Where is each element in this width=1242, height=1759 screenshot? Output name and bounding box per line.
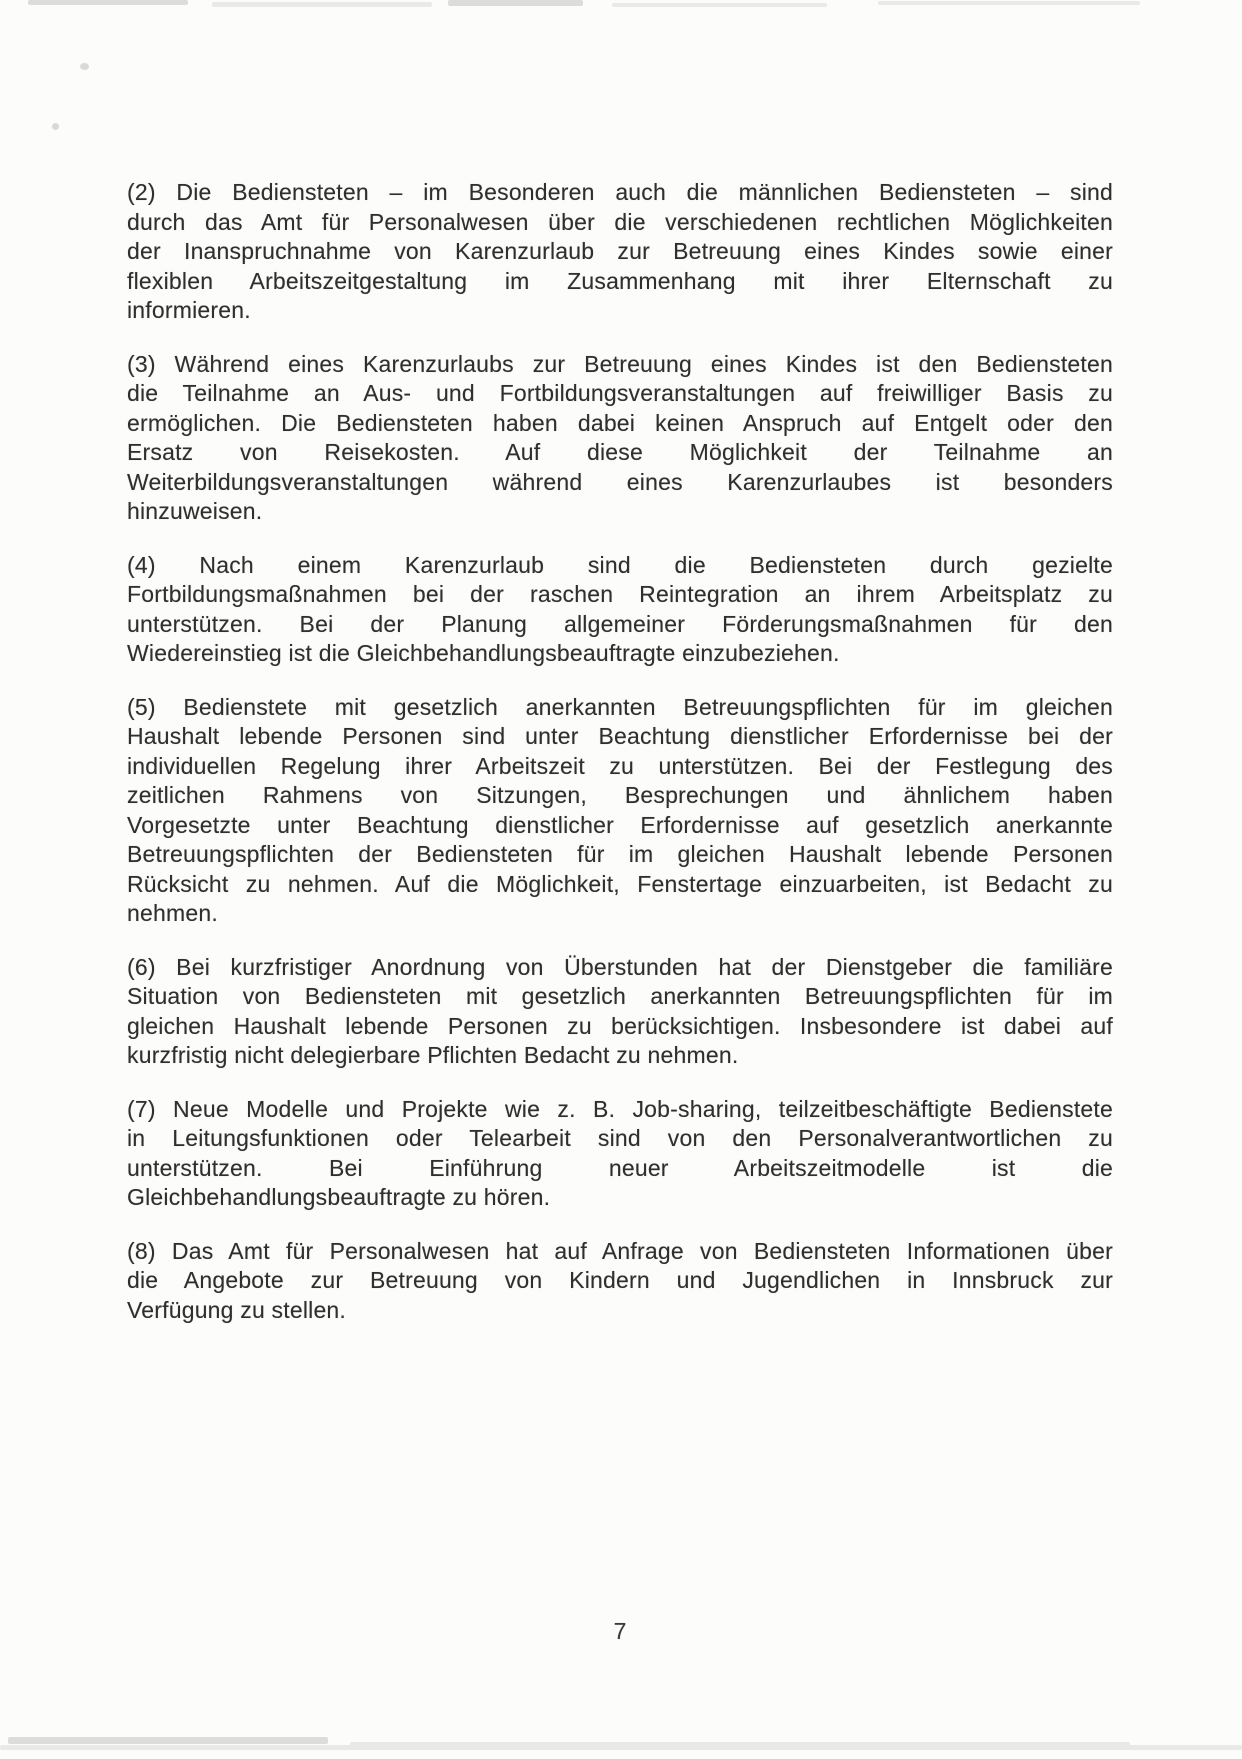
scan-streak-top bbox=[878, 1, 1140, 5]
text-line: ermöglichen. Die Bediensteten haben dabei keinen Anspruch auf Entgelt oder den bbox=[127, 409, 1113, 436]
scan-speck bbox=[80, 63, 89, 70]
paragraph bbox=[127, 350, 1113, 527]
scan-speck bbox=[52, 123, 59, 130]
text-line: individuellen Regelung ihrer Arbeitszeit zu unterstützen. Bei der Festlegung des bbox=[127, 752, 1113, 779]
text-line: (5) Bedienstete mit gesetzlich anerkannten Betreuungspflichten für im gleichen bbox=[127, 693, 1113, 720]
text-line: zeitlichen Rahmens von Sitzungen, Besprechungen und ähnlichem haben bbox=[127, 782, 1113, 808]
text-line: durch das Amt für Personalwesen über die verschiedenen rechtlichen Möglichkeiten bbox=[127, 208, 1113, 235]
text-line: Gleichbehandlungsbeauftragte zu hören. bbox=[127, 1184, 551, 1210]
text-line: Verfügung zu stellen. bbox=[127, 1296, 347, 1323]
text-line: (3) Während eines Karenzurlaubs zur Betreuung eines Kindes ist den Bediensteten bbox=[127, 350, 1113, 377]
text-line: in Leitungsfunktionen oder Telearbeit sind von den Personalverantwortlichen zu bbox=[127, 1125, 1113, 1151]
text-line: hinzuweisen. bbox=[127, 498, 263, 524]
text-line: gleichen Haushalt lebende Personen zu berücksichtigen. Insbesondere ist dabei auf bbox=[127, 1012, 1113, 1039]
scan-streak-top bbox=[28, 0, 188, 5]
paragraph bbox=[127, 1095, 1113, 1213]
text-line: (6) Bei kurzfristiger Anordnung von Überstunden hat der Dienstgeber die familiäre bbox=[127, 953, 1113, 980]
text-line: Rücksicht zu nehmen. Auf die Möglichkeit, Fenstertage einzuarbeiten, ist Bedacht zu bbox=[127, 870, 1113, 897]
paragraph bbox=[127, 953, 1113, 1071]
page-number: 7 bbox=[613, 1618, 627, 1644]
scan-streak-bottom bbox=[0, 1745, 1242, 1750]
text-line: (7) Neue Modelle und Projekte wie z. B. Job-sharing, teilzeitbeschäftigte Bedienstete bbox=[127, 1095, 1113, 1122]
text-line: flexiblen Arbeitszeitgestaltung im Zusammenhang mit ihrer Elternschaft zu bbox=[127, 267, 1113, 294]
scan-streak-top bbox=[612, 3, 827, 7]
text-line: Haushalt lebende Personen sind unter Beachtung dienstlicher Erfordernisse bei der bbox=[127, 723, 1113, 749]
text-line: nehmen. bbox=[127, 900, 218, 926]
paragraph bbox=[127, 551, 1113, 669]
text-line: die Teilnahme an Aus- und Fortbildungsveranstaltungen auf freiwilliger Basis zu bbox=[127, 380, 1113, 406]
paragraph bbox=[127, 178, 1113, 326]
scan-streak-top bbox=[212, 2, 432, 7]
text-line: kurzfristig nicht delegierbare Pflichten Bedacht zu nehmen. bbox=[127, 1042, 739, 1068]
text-line: Vorgesetzte unter Beachtung dienstlicher Erfordernisse auf gesetzlich anerkannte bbox=[127, 811, 1113, 838]
paragraph bbox=[127, 1237, 1113, 1326]
text-line: Ersatz von Reisekosten. Auf diese Möglichkeit der Teilnahme an bbox=[127, 439, 1113, 465]
text-line: Weiterbildungsveranstaltungen während eines Karenzurlaubes ist besonders bbox=[127, 468, 1113, 495]
scan-streak-top bbox=[448, 0, 583, 6]
text-line: Situation von Bediensteten mit gesetzlich anerkannten Betreuungspflichten für im bbox=[127, 983, 1113, 1009]
text-line: unterstützen. Bei der Planung allgemeiner Förderungsmaßnahmen für den bbox=[127, 610, 1113, 637]
text-line: unterstützen. Bei Einführung neuer Arbeitszeitmodelle ist die bbox=[127, 1154, 1113, 1181]
scan-streak-bottom bbox=[8, 1737, 328, 1744]
text-line: (4) Nach einem Karenzurlaub sind die Bediensteten durch gezielte bbox=[127, 551, 1113, 578]
text-line: Fortbildungsmaßnahmen bei der raschen Reintegration an ihrem Arbeitsplatz zu bbox=[127, 581, 1113, 607]
text-line: (8) Das Amt für Personalwesen hat auf Anfrage von Bediensteten Informationen über bbox=[127, 1237, 1113, 1264]
paragraph bbox=[127, 693, 1113, 929]
text-line: der Inanspruchnahme von Karenzurlaub zur Betreuung eines Kindes sowie einer bbox=[127, 238, 1113, 264]
document-body bbox=[127, 178, 1113, 1349]
text-line: Wiedereinstieg ist die Gleichbehandlungsbeauftragte einzubeziehen. bbox=[127, 640, 840, 666]
text-line: Betreuungspflichten der Bediensteten für im gleichen Haushalt lebende Personen bbox=[127, 841, 1113, 867]
text-line: (2) Die Bediensteten – im Besonderen auch die männlichen Bediensteten – sind bbox=[127, 179, 1113, 205]
text-line: die Angebote zur Betreuung von Kindern und Jugendlichen in Innsbruck zur bbox=[127, 1267, 1113, 1293]
scan-streak-bottom bbox=[350, 1742, 1130, 1746]
text-line: informieren. bbox=[127, 297, 251, 323]
